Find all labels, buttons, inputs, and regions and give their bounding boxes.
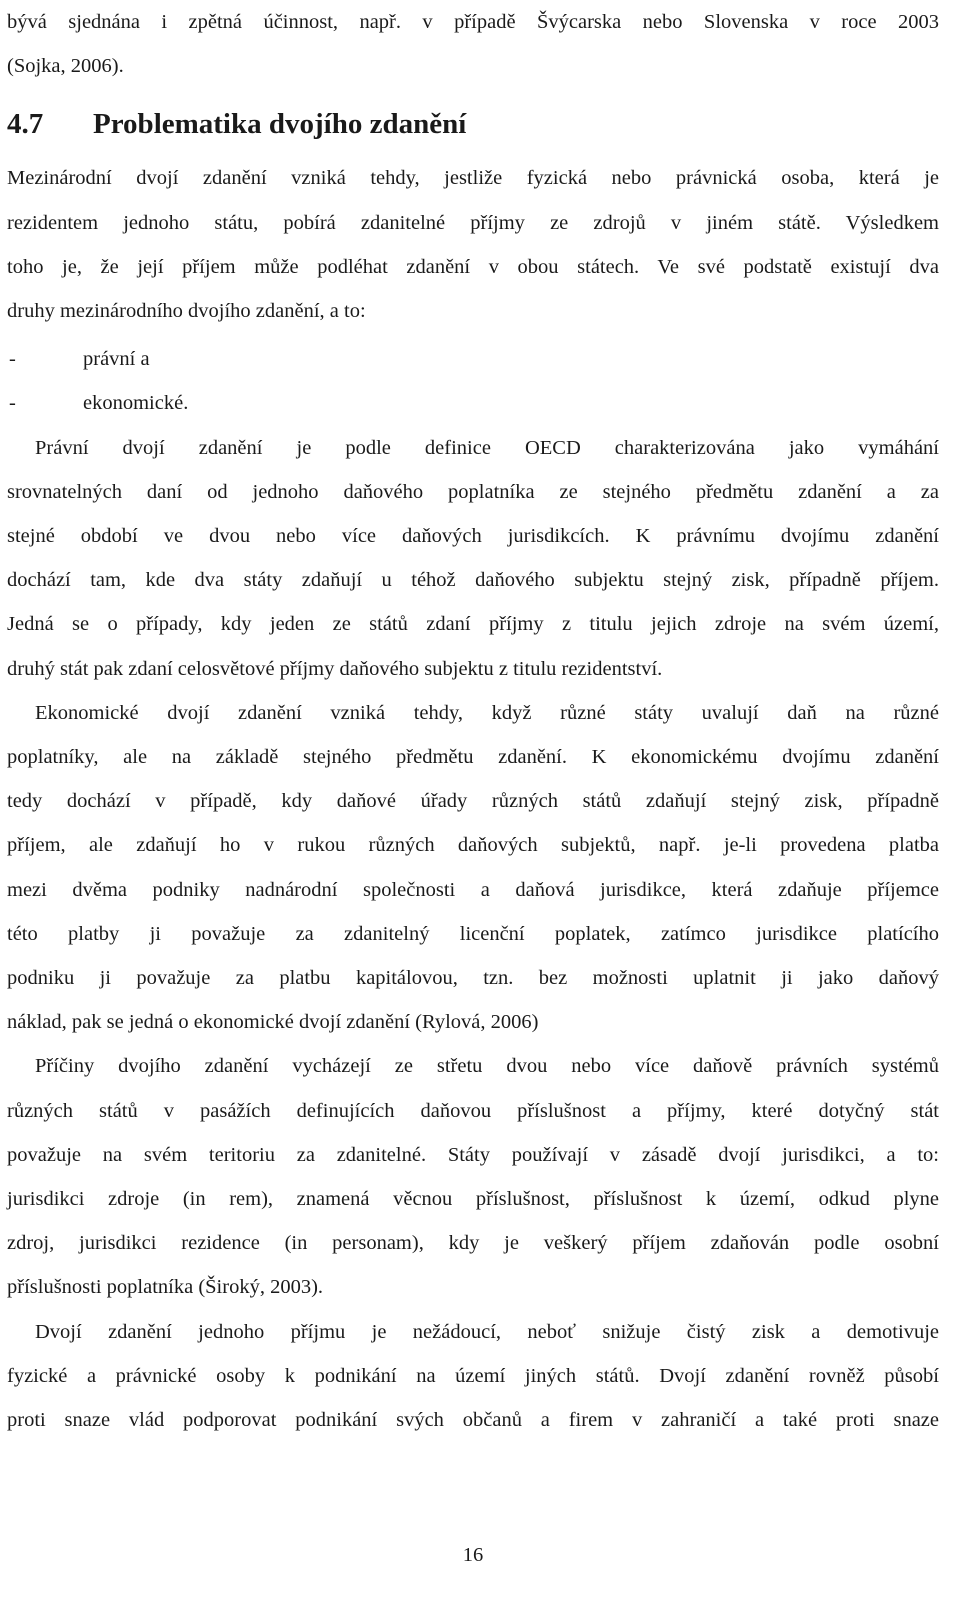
list-item-text: právní a bbox=[83, 348, 150, 371]
text-line: Jedná se o případy, kdy jeden ze států zdaní příjmy z titulu jejich zdroje na svém území, bbox=[7, 613, 939, 636]
list-dash: - bbox=[9, 348, 16, 371]
text-line: považuje na svém teritoriu za zdanitelné. Státy používají v zásadě dvojí jurisdikci, a to: bbox=[7, 1143, 939, 1166]
list-item bbox=[7, 337, 939, 381]
text-line: druhy mezinárodního dvojího zdanění, a to: bbox=[7, 300, 366, 323]
paragraph-intro-double-taxation bbox=[7, 156, 939, 333]
document-page bbox=[7, 0, 939, 1442]
text-line: Příčiny dvojího zdanění vycházejí ze střetu dvou nebo více daňově právních systémů bbox=[35, 1055, 939, 1078]
text-line: zdroj, jurisdikci rezidence (in personam), kdy je veškerý příjem zdaňován podle osobní bbox=[7, 1232, 939, 1255]
text-line: toho je, že její příjem může podléhat zdanění v obou státech. Ve své podstatě existují dva bbox=[7, 255, 939, 278]
text-line: příjem, ale zdaňují ho v rukou různých daňových subjektů, např. je-li provedena platba bbox=[7, 834, 939, 857]
text-line: příslušnosti poplatníka (Široký, 2003). bbox=[7, 1276, 324, 1299]
text-line: náklad, pak se jedná o ekonomické dvojí zdanění (Rylová, 2006) bbox=[7, 1011, 539, 1034]
text-line: Ekonomické dvojí zdanění vzniká tehdy, když různé státy uvalují daň na různé bbox=[35, 701, 939, 724]
bullet-list bbox=[7, 337, 939, 425]
text-line: Dvojí zdanění jednoho příjmu je nežádoucí, neboť snižuje čistý zisk a demotivuje bbox=[35, 1320, 939, 1343]
text-line: Právní dvojí zdanění je podle definice OECD charakterizována jako vymáhání bbox=[35, 436, 939, 459]
text-line: (Sojka, 2006). bbox=[7, 55, 124, 78]
text-line: bývá sjednána i zpětná účinnost, např. v případě Švýcarska nebo Slovenska v roce 2003 bbox=[7, 11, 939, 33]
text-line: jurisdikci zdroje (in rem), znamená věcnou příslušnost, příslušnost k území, odkud plyne bbox=[7, 1188, 939, 1211]
text-line: dochází tam, kde dva státy zdaňují u téhož daňového subjektu stejný zisk, případně příjem. bbox=[7, 569, 939, 592]
text-line: Mezinárodní dvojí zdanění vzniká tehdy, jestliže fyzická nebo právnická osoba, která je bbox=[7, 167, 939, 190]
text-line: druhý stát pak zdaní celosvětové příjmy daňového subjektu z titulu rezidentství. bbox=[7, 657, 663, 680]
text-line: fyzické a právnické osoby k podnikání na území jiných států. Dvojí zdanění rovněž působí bbox=[7, 1364, 939, 1387]
text-line: poplatníky, ale na základě stejného předmětu zdanění. K ekonomickému dvojímu zdanění bbox=[7, 746, 939, 769]
text-line: tedy dochází v případě, kdy daňové úřady různých států zdaňují stejný zisk, případně bbox=[7, 790, 939, 813]
text-line: rezidentem jednoho státu, pobírá zdanitelné příjmy ze zdrojů v jiném státě. Výsledkem bbox=[7, 211, 939, 234]
text-line: různých států v pasážích definujících daňovou příslušnost a příjmy, které dotyčný stát bbox=[7, 1099, 939, 1122]
list-item bbox=[7, 381, 939, 425]
paragraph-consequences bbox=[7, 1310, 939, 1443]
paragraph-causes bbox=[7, 1044, 939, 1309]
page-number: 16 bbox=[462, 1544, 484, 1566]
text-line: mezi dvěma podniky nadnárodní společnosti a daňová jurisdikce, která zdaňuje příjemce bbox=[7, 878, 939, 901]
section-title: Problematika dvojího zdanění bbox=[93, 108, 467, 141]
paragraph-economic-double-taxation bbox=[7, 691, 939, 1045]
paragraph-legal-double-taxation bbox=[7, 426, 939, 691]
section-number: 4.7 bbox=[7, 108, 44, 141]
text-line: této platby ji považuje za zdanitelný licenční poplatek, zatímco jurisdikce platícího bbox=[7, 922, 939, 945]
text-line: stejné období ve dvou nebo více daňových jurisdikcích. K právnímu dvojímu zdanění bbox=[7, 525, 939, 548]
section-heading bbox=[7, 102, 939, 146]
intro-paragraph bbox=[7, 0, 939, 88]
list-dash: - bbox=[9, 392, 16, 415]
text-line: srovnatelných daní od jednoho daňového poplatníka ze stejného předmětu zdanění a za bbox=[7, 480, 939, 503]
text-line: podniku ji považuje za platbu kapitálovou, tzn. bez možnosti uplatnit ji jako daňový bbox=[7, 967, 939, 990]
list-item-text: ekonomické. bbox=[83, 392, 189, 415]
text-line: proti snaze vlád podporovat podnikání svých občanů a firem v zahraničí a také proti snaze bbox=[7, 1409, 939, 1432]
